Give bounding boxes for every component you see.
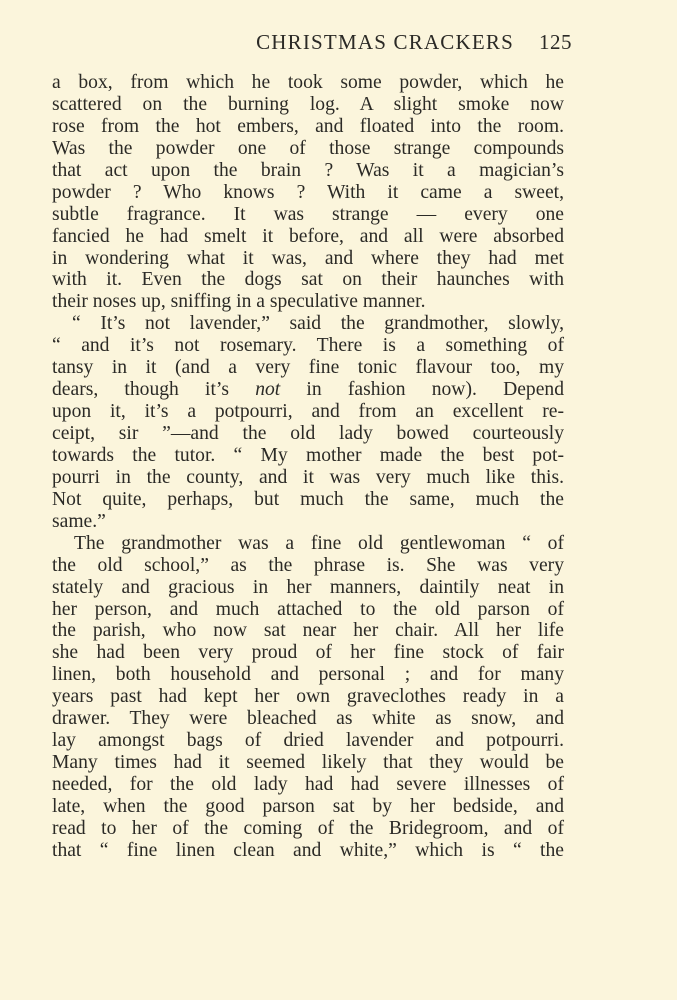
text-line: a box, from which he took some powder, which he bbox=[52, 72, 564, 93]
text-line: the parish, who now sat near her chair. All her life bbox=[52, 620, 564, 642]
text-line: ceipt, sir ”—and the old lady bowed courteously bbox=[52, 423, 564, 444]
text-line: towards the tutor. “ My mother made the best pot- bbox=[52, 444, 564, 466]
text-line: Many times had it seemed likely that they would be bbox=[52, 752, 564, 774]
text-line: stately and gracious in her manners, daintily neat in bbox=[52, 576, 564, 598]
emphasized-word: not bbox=[255, 379, 281, 401]
text-segment: in fashion now). Depend bbox=[306, 379, 564, 401]
text-line: late, when the good parson sat by her bedside, and bbox=[52, 795, 564, 817]
text-line: in wondering what it was, and where they had met bbox=[52, 247, 564, 269]
text-line: Was the powder one of those strange compounds bbox=[52, 137, 564, 159]
text-line: read to her of the coming of the Bridegroom, and of bbox=[52, 817, 564, 839]
text-line: “ and it’s not rosemary. There is a something of bbox=[52, 335, 564, 357]
text-line: upon it, it’s a potpourri, and from an excellent re- bbox=[52, 401, 564, 423]
text-line: Not quite, perhaps, but much the same, much the bbox=[52, 488, 564, 510]
text-line: scattered on the burning log. A slight smoke now bbox=[52, 93, 564, 115]
text-line: her person, and much attached to the old parson of bbox=[52, 598, 564, 620]
text-line: years past had kept her own graveclothes ready in a bbox=[52, 686, 564, 708]
text-line: pourri in the county, and it was very much like this. bbox=[52, 466, 564, 488]
running-head bbox=[52, 30, 572, 60]
text-line: rose from the hot embers, and floated into the room. bbox=[52, 115, 564, 137]
text-line-with-emphasis bbox=[52, 379, 564, 401]
text-line: tansy in it (and a very fine tonic flavour too, my bbox=[52, 357, 564, 379]
text-line: fancied he had smelt it before, and all were absorbed bbox=[52, 225, 564, 247]
running-title: CHRISTMAS CRACKERS bbox=[256, 30, 514, 54]
text-line: The grandmother was a fine old gentlewoman “ of bbox=[74, 532, 564, 554]
page-number: 125 bbox=[539, 30, 572, 54]
text-line: needed, for the old lady had had severe illnesses of bbox=[52, 774, 564, 795]
text-line: “ It’s not lavender,” said the grandmother, slowly, bbox=[72, 313, 564, 335]
text-line: drawer. They were bleached as white as snow, and bbox=[52, 708, 564, 730]
text-line: lay amongst bags of dried lavender and potpourri. bbox=[52, 730, 564, 752]
text-line: that act upon the brain ? Was it a magician’s bbox=[52, 159, 564, 181]
text-line: powder ? Who knows ? With it came a sweet, bbox=[52, 181, 564, 203]
text-line: that “ fine linen clean and white,” which is “ the bbox=[52, 839, 564, 861]
text-line: with it. Even the dogs sat on their haunches with bbox=[52, 269, 564, 291]
body-text bbox=[52, 72, 564, 862]
text-line: their noses up, sniffing in a speculative manner. bbox=[52, 291, 426, 313]
text-line: same.” bbox=[52, 510, 106, 532]
text-segment: dears, though it’s bbox=[52, 379, 229, 401]
text-line: she had been very proud of her fine stock of fair bbox=[52, 642, 564, 664]
text-line: linen, both household and personal ; and for many bbox=[52, 664, 564, 686]
text-line: the old school,” as the phrase is. She was very bbox=[52, 554, 564, 576]
text-line: subtle fragrance. It was strange — every one bbox=[52, 203, 564, 225]
